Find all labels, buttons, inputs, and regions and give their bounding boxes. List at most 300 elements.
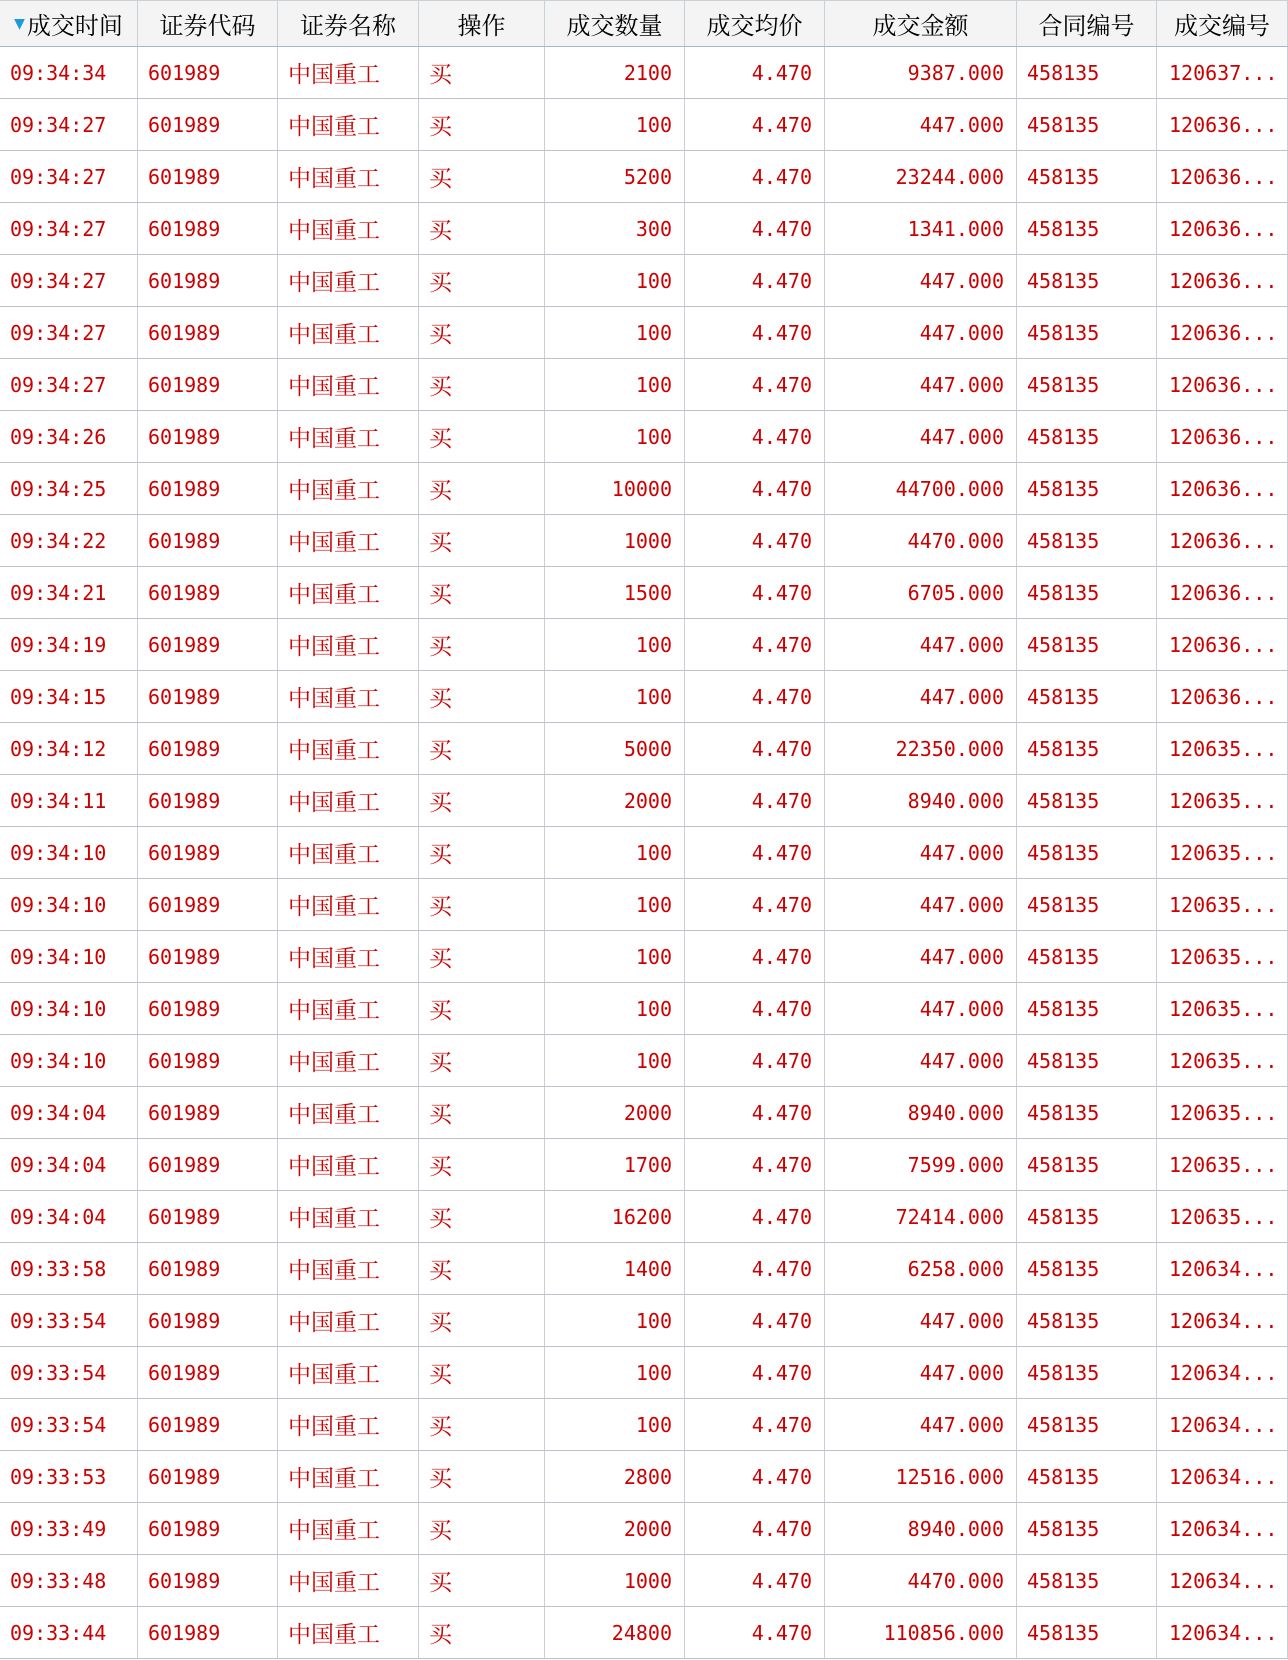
cell-avg-price: 4.470	[685, 47, 825, 98]
cell-quantity: 5000	[545, 723, 685, 774]
cell-avg-price: 4.470	[685, 411, 825, 462]
column-header-amount[interactable]: 成交金额	[825, 0, 1017, 46]
cell-amount: 9387.000	[825, 47, 1017, 98]
cell-time: 09:33:54	[0, 1295, 138, 1346]
cell-operation: 买	[419, 151, 545, 202]
cell-quantity: 2100	[545, 47, 685, 98]
cell-contract-no: 458135	[1017, 1347, 1157, 1398]
table-row[interactable]	[0, 99, 1288, 151]
cell-amount: 8940.000	[825, 1503, 1017, 1554]
cell-operation: 买	[419, 1139, 545, 1190]
cell-contract-no: 458135	[1017, 47, 1157, 98]
cell-operation: 买	[419, 515, 545, 566]
cell-amount: 447.000	[825, 1399, 1017, 1450]
table-row[interactable]	[0, 515, 1288, 567]
cell-time: 09:33:54	[0, 1399, 138, 1450]
column-header-operation[interactable]: 操作	[419, 0, 545, 46]
cell-quantity: 100	[545, 99, 685, 150]
cell-quantity: 2000	[545, 1503, 685, 1554]
column-header-time[interactable]: ▼ 成交时间	[0, 0, 138, 46]
cell-contract-no: 458135	[1017, 1087, 1157, 1138]
cell-contract-no: 458135	[1017, 671, 1157, 722]
cell-amount: 447.000	[825, 1035, 1017, 1086]
cell-avg-price: 4.470	[685, 671, 825, 722]
table-row[interactable]	[0, 1243, 1288, 1295]
column-header-code[interactable]: 证券代码	[138, 0, 278, 46]
cell-name: 中国重工	[278, 307, 419, 358]
cell-avg-price: 4.470	[685, 1607, 825, 1658]
cell-amount: 447.000	[825, 827, 1017, 878]
cell-name: 中国重工	[278, 1347, 419, 1398]
cell-time: 09:34:10	[0, 827, 138, 878]
cell-operation: 买	[419, 359, 545, 410]
table-row[interactable]	[0, 827, 1288, 879]
table-row[interactable]	[0, 47, 1288, 99]
cell-trade-no: 120634...	[1157, 1503, 1288, 1554]
cell-avg-price: 4.470	[685, 515, 825, 566]
cell-time: 09:34:10	[0, 931, 138, 982]
cell-trade-no: 120634...	[1157, 1295, 1288, 1346]
cell-contract-no: 458135	[1017, 567, 1157, 618]
cell-operation: 买	[419, 1087, 545, 1138]
cell-trade-no: 120636...	[1157, 307, 1288, 358]
cell-amount: 447.000	[825, 619, 1017, 670]
cell-time: 09:34:04	[0, 1191, 138, 1242]
table-row[interactable]	[0, 307, 1288, 359]
cell-operation: 买	[419, 47, 545, 98]
cell-operation: 买	[419, 1607, 545, 1658]
cell-time: 09:34:10	[0, 983, 138, 1034]
cell-name: 中国重工	[278, 411, 419, 462]
cell-code: 601989	[138, 47, 278, 98]
cell-time: 09:34:10	[0, 1035, 138, 1086]
cell-operation: 买	[419, 463, 545, 514]
cell-name: 中国重工	[278, 151, 419, 202]
cell-name: 中国重工	[278, 99, 419, 150]
cell-operation: 买	[419, 99, 545, 150]
cell-time: 09:34:12	[0, 723, 138, 774]
cell-time: 09:33:49	[0, 1503, 138, 1554]
cell-avg-price: 4.470	[685, 827, 825, 878]
cell-amount: 447.000	[825, 1347, 1017, 1398]
cell-operation: 买	[419, 255, 545, 306]
cell-name: 中国重工	[278, 723, 419, 774]
cell-code: 601989	[138, 1607, 278, 1658]
cell-avg-price: 4.470	[685, 1139, 825, 1190]
cell-time: 09:33:53	[0, 1451, 138, 1502]
cell-amount: 4470.000	[825, 515, 1017, 566]
cell-code: 601989	[138, 723, 278, 774]
cell-quantity: 300	[545, 203, 685, 254]
cell-avg-price: 4.470	[685, 1191, 825, 1242]
cell-quantity: 5200	[545, 151, 685, 202]
cell-avg-price: 4.470	[685, 723, 825, 774]
column-header-name[interactable]: 证券名称	[278, 0, 419, 46]
cell-name: 中国重工	[278, 775, 419, 826]
cell-time: 09:33:48	[0, 1555, 138, 1606]
cell-name: 中国重工	[278, 983, 419, 1034]
cell-code: 601989	[138, 931, 278, 982]
cell-name: 中国重工	[278, 1035, 419, 1086]
cell-quantity: 100	[545, 619, 685, 670]
cell-trade-no: 120634...	[1157, 1555, 1288, 1606]
cell-trade-no: 120635...	[1157, 1035, 1288, 1086]
cell-quantity: 100	[545, 307, 685, 358]
cell-amount: 6258.000	[825, 1243, 1017, 1294]
cell-quantity: 1700	[545, 1139, 685, 1190]
cell-operation: 买	[419, 827, 545, 878]
cell-name: 中国重工	[278, 359, 419, 410]
cell-amount: 22350.000	[825, 723, 1017, 774]
cell-name: 中国重工	[278, 47, 419, 98]
cell-code: 601989	[138, 1243, 278, 1294]
cell-quantity: 100	[545, 1399, 685, 1450]
cell-quantity: 100	[545, 411, 685, 462]
cell-name: 中国重工	[278, 1451, 419, 1502]
cell-quantity: 16200	[545, 1191, 685, 1242]
cell-name: 中国重工	[278, 1555, 419, 1606]
cell-contract-no: 458135	[1017, 1295, 1157, 1346]
cell-code: 601989	[138, 99, 278, 150]
table-row[interactable]	[0, 359, 1288, 411]
cell-contract-no: 458135	[1017, 1555, 1157, 1606]
table-row[interactable]	[0, 1607, 1288, 1659]
cell-contract-no: 458135	[1017, 1243, 1157, 1294]
cell-trade-no: 120635...	[1157, 1087, 1288, 1138]
cell-time: 09:34:25	[0, 463, 138, 514]
table-row[interactable]	[0, 151, 1288, 203]
cell-trade-no: 120636...	[1157, 99, 1288, 150]
cell-quantity: 100	[545, 1035, 685, 1086]
cell-trade-no: 120635...	[1157, 1191, 1288, 1242]
cell-code: 601989	[138, 619, 278, 670]
table-row[interactable]	[0, 1451, 1288, 1503]
table-header	[0, 0, 1288, 47]
table-row[interactable]	[0, 983, 1288, 1035]
table-row[interactable]	[0, 411, 1288, 463]
cell-operation: 买	[419, 983, 545, 1034]
cell-avg-price: 4.470	[685, 1399, 825, 1450]
table-row[interactable]	[0, 1503, 1288, 1555]
cell-quantity: 100	[545, 671, 685, 722]
cell-quantity: 100	[545, 1295, 685, 1346]
cell-name: 中国重工	[278, 879, 419, 930]
cell-amount: 447.000	[825, 359, 1017, 410]
cell-code: 601989	[138, 1295, 278, 1346]
column-header-contract-no[interactable]: 合同编号	[1017, 0, 1157, 46]
cell-name: 中国重工	[278, 203, 419, 254]
cell-avg-price: 4.470	[685, 255, 825, 306]
cell-name: 中国重工	[278, 1607, 419, 1658]
cell-code: 601989	[138, 1503, 278, 1554]
cell-avg-price: 4.470	[685, 1243, 825, 1294]
cell-operation: 买	[419, 307, 545, 358]
cell-time: 09:34:21	[0, 567, 138, 618]
cell-trade-no: 120635...	[1157, 775, 1288, 826]
cell-contract-no: 458135	[1017, 1607, 1157, 1658]
table-row[interactable]	[0, 619, 1288, 671]
table-body	[0, 47, 1288, 1659]
table-row[interactable]	[0, 1295, 1288, 1347]
cell-avg-price: 4.470	[685, 307, 825, 358]
table-row[interactable]	[0, 671, 1288, 723]
cell-contract-no: 458135	[1017, 983, 1157, 1034]
column-header-trade-no[interactable]: 成交编号	[1157, 0, 1288, 46]
cell-trade-no: 120636...	[1157, 411, 1288, 462]
cell-trade-no: 120636...	[1157, 619, 1288, 670]
cell-quantity: 1500	[545, 567, 685, 618]
table-row[interactable]	[0, 1087, 1288, 1139]
cell-avg-price: 4.470	[685, 1451, 825, 1502]
cell-code: 601989	[138, 151, 278, 202]
cell-avg-price: 4.470	[685, 1555, 825, 1606]
table-row[interactable]	[0, 1139, 1288, 1191]
cell-contract-no: 458135	[1017, 411, 1157, 462]
cell-code: 601989	[138, 983, 278, 1034]
cell-contract-no: 458135	[1017, 827, 1157, 878]
cell-amount: 447.000	[825, 307, 1017, 358]
cell-trade-no: 120634...	[1157, 1243, 1288, 1294]
cell-contract-no: 458135	[1017, 879, 1157, 930]
cell-trade-no: 120635...	[1157, 1139, 1288, 1190]
cell-contract-no: 458135	[1017, 1451, 1157, 1502]
cell-name: 中国重工	[278, 931, 419, 982]
table-row[interactable]	[0, 879, 1288, 931]
table-row[interactable]	[0, 1347, 1288, 1399]
cell-time: 09:34:27	[0, 99, 138, 150]
column-header-quantity[interactable]: 成交数量	[545, 0, 685, 46]
cell-code: 601989	[138, 1087, 278, 1138]
table-row[interactable]	[0, 1191, 1288, 1243]
cell-code: 601989	[138, 567, 278, 618]
cell-contract-no: 458135	[1017, 1191, 1157, 1242]
table-row[interactable]	[0, 567, 1288, 619]
cell-time: 09:34:27	[0, 359, 138, 410]
table-row[interactable]	[0, 1035, 1288, 1087]
cell-amount: 6705.000	[825, 567, 1017, 618]
cell-name: 中国重工	[278, 255, 419, 306]
cell-operation: 买	[419, 1399, 545, 1450]
cell-amount: 1341.000	[825, 203, 1017, 254]
cell-operation: 买	[419, 1503, 545, 1554]
table-row[interactable]	[0, 255, 1288, 307]
table-row[interactable]	[0, 463, 1288, 515]
cell-amount: 44700.000	[825, 463, 1017, 514]
cell-trade-no: 120637...	[1157, 47, 1288, 98]
cell-name: 中国重工	[278, 1399, 419, 1450]
cell-contract-no: 458135	[1017, 1139, 1157, 1190]
cell-amount: 447.000	[825, 671, 1017, 722]
cell-trade-no: 120634...	[1157, 1399, 1288, 1450]
cell-amount: 447.000	[825, 411, 1017, 462]
cell-amount: 447.000	[825, 931, 1017, 982]
cell-operation: 买	[419, 879, 545, 930]
cell-quantity: 1000	[545, 1555, 685, 1606]
cell-code: 601989	[138, 307, 278, 358]
cell-time: 09:34:19	[0, 619, 138, 670]
cell-name: 中国重工	[278, 619, 419, 670]
cell-contract-no: 458135	[1017, 99, 1157, 150]
table-row[interactable]	[0, 203, 1288, 255]
cell-operation: 买	[419, 1035, 545, 1086]
cell-trade-no: 120635...	[1157, 723, 1288, 774]
cell-amount: 110856.000	[825, 1607, 1017, 1658]
cell-code: 601989	[138, 463, 278, 514]
cell-code: 601989	[138, 255, 278, 306]
cell-contract-no: 458135	[1017, 515, 1157, 566]
cell-operation: 买	[419, 1451, 545, 1502]
cell-operation: 买	[419, 671, 545, 722]
cell-time: 09:34:34	[0, 47, 138, 98]
cell-contract-no: 458135	[1017, 307, 1157, 358]
cell-name: 中国重工	[278, 463, 419, 514]
cell-amount: 447.000	[825, 99, 1017, 150]
cell-operation: 买	[419, 1347, 545, 1398]
cell-trade-no: 120634...	[1157, 1607, 1288, 1658]
cell-trade-no: 120636...	[1157, 567, 1288, 618]
cell-quantity: 100	[545, 1347, 685, 1398]
cell-avg-price: 4.470	[685, 1347, 825, 1398]
cell-quantity: 2000	[545, 775, 685, 826]
cell-time: 09:34:26	[0, 411, 138, 462]
cell-time: 09:34:22	[0, 515, 138, 566]
cell-contract-no: 458135	[1017, 203, 1157, 254]
cell-name: 中国重工	[278, 1503, 419, 1554]
cell-code: 601989	[138, 775, 278, 826]
cell-operation: 买	[419, 723, 545, 774]
cell-avg-price: 4.470	[685, 931, 825, 982]
cell-name: 中国重工	[278, 827, 419, 878]
cell-amount: 12516.000	[825, 1451, 1017, 1502]
cell-code: 601989	[138, 1191, 278, 1242]
cell-contract-no: 458135	[1017, 359, 1157, 410]
cell-time: 09:34:11	[0, 775, 138, 826]
cell-quantity: 24800	[545, 1607, 685, 1658]
cell-operation: 买	[419, 567, 545, 618]
cell-avg-price: 4.470	[685, 1503, 825, 1554]
cell-amount: 8940.000	[825, 1087, 1017, 1138]
cell-trade-no: 120635...	[1157, 827, 1288, 878]
cell-time: 09:34:27	[0, 307, 138, 358]
cell-operation: 买	[419, 1191, 545, 1242]
cell-operation: 买	[419, 411, 545, 462]
cell-time: 09:33:54	[0, 1347, 138, 1398]
cell-avg-price: 4.470	[685, 99, 825, 150]
cell-trade-no: 120636...	[1157, 151, 1288, 202]
cell-amount: 7599.000	[825, 1139, 1017, 1190]
cell-quantity: 2000	[545, 1087, 685, 1138]
cell-operation: 买	[419, 931, 545, 982]
cell-amount: 72414.000	[825, 1191, 1017, 1242]
table-row[interactable]	[0, 931, 1288, 983]
cell-contract-no: 458135	[1017, 723, 1157, 774]
cell-time: 09:34:27	[0, 255, 138, 306]
cell-code: 601989	[138, 411, 278, 462]
cell-trade-no: 120636...	[1157, 255, 1288, 306]
cell-quantity: 100	[545, 255, 685, 306]
cell-quantity: 10000	[545, 463, 685, 514]
cell-name: 中国重工	[278, 1087, 419, 1138]
cell-amount: 447.000	[825, 1295, 1017, 1346]
cell-name: 中国重工	[278, 671, 419, 722]
cell-code: 601989	[138, 1555, 278, 1606]
cell-code: 601989	[138, 1451, 278, 1502]
cell-time: 09:33:58	[0, 1243, 138, 1294]
cell-trade-no: 120634...	[1157, 1347, 1288, 1398]
cell-amount: 447.000	[825, 879, 1017, 930]
cell-name: 中国重工	[278, 567, 419, 618]
cell-trade-no: 120635...	[1157, 879, 1288, 930]
cell-quantity: 100	[545, 827, 685, 878]
cell-code: 601989	[138, 515, 278, 566]
cell-operation: 买	[419, 1555, 545, 1606]
cell-time: 09:34:15	[0, 671, 138, 722]
cell-quantity: 2800	[545, 1451, 685, 1502]
cell-operation: 买	[419, 203, 545, 254]
cell-time: 09:34:04	[0, 1087, 138, 1138]
cell-avg-price: 4.470	[685, 359, 825, 410]
cell-trade-no: 120635...	[1157, 931, 1288, 982]
cell-code: 601989	[138, 827, 278, 878]
cell-quantity: 100	[545, 931, 685, 982]
cell-contract-no: 458135	[1017, 151, 1157, 202]
cell-contract-no: 458135	[1017, 1399, 1157, 1450]
cell-operation: 买	[419, 619, 545, 670]
cell-code: 601989	[138, 1139, 278, 1190]
cell-contract-no: 458135	[1017, 255, 1157, 306]
cell-code: 601989	[138, 203, 278, 254]
cell-trade-no: 120636...	[1157, 671, 1288, 722]
table-row[interactable]	[0, 723, 1288, 775]
cell-code: 601989	[138, 1347, 278, 1398]
cell-name: 中国重工	[278, 1191, 419, 1242]
cell-avg-price: 4.470	[685, 879, 825, 930]
table-row[interactable]	[0, 1555, 1288, 1607]
cell-code: 601989	[138, 671, 278, 722]
column-header-avg-price[interactable]: 成交均价	[685, 0, 825, 46]
cell-trade-no: 120636...	[1157, 203, 1288, 254]
cell-contract-no: 458135	[1017, 1503, 1157, 1554]
cell-quantity: 100	[545, 359, 685, 410]
cell-code: 601989	[138, 1399, 278, 1450]
cell-contract-no: 458135	[1017, 463, 1157, 514]
cell-avg-price: 4.470	[685, 619, 825, 670]
cell-trade-no: 120634...	[1157, 1451, 1288, 1502]
cell-name: 中国重工	[278, 1295, 419, 1346]
cell-avg-price: 4.470	[685, 151, 825, 202]
cell-time: 09:34:27	[0, 151, 138, 202]
cell-avg-price: 4.470	[685, 1035, 825, 1086]
table-row[interactable]	[0, 1399, 1288, 1451]
cell-amount: 8940.000	[825, 775, 1017, 826]
cell-avg-price: 4.470	[685, 983, 825, 1034]
cell-contract-no: 458135	[1017, 1035, 1157, 1086]
cell-name: 中国重工	[278, 1139, 419, 1190]
cell-quantity: 1000	[545, 515, 685, 566]
cell-avg-price: 4.470	[685, 567, 825, 618]
cell-contract-no: 458135	[1017, 775, 1157, 826]
cell-amount: 447.000	[825, 983, 1017, 1034]
cell-contract-no: 458135	[1017, 931, 1157, 982]
cell-quantity: 100	[545, 879, 685, 930]
table-row[interactable]	[0, 775, 1288, 827]
cell-operation: 买	[419, 1295, 545, 1346]
cell-time: 09:33:44	[0, 1607, 138, 1658]
cell-amount: 447.000	[825, 255, 1017, 306]
cell-code: 601989	[138, 359, 278, 410]
cell-quantity: 100	[545, 983, 685, 1034]
cell-contract-no: 458135	[1017, 619, 1157, 670]
